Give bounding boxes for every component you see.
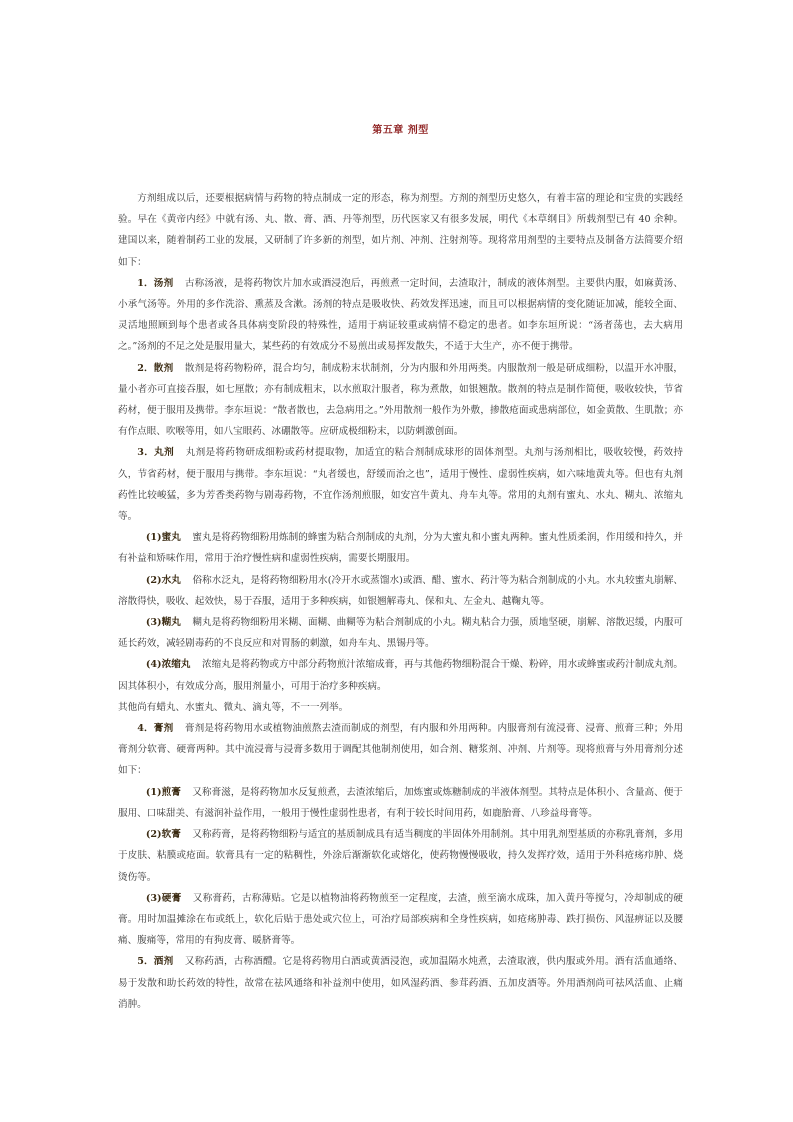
pill-type-concentrated — [118, 654, 683, 696]
subsection-text: 又称药膏，是将药物细粉与适宜的基质制成具有适当稠度的半固体外用制剂。其中用乳剂型基质的亦称乳膏剂，多用于皮肤、粘膜或疮面。软膏具有一定的粘稠性，外涂后渐渐软化或熔化，使药物慢慢吸收，持久发挥疗效，适用于外科疮疡疖肿、烧烫伤等。 — [118, 829, 683, 883]
paste-type-decocted — [118, 782, 683, 824]
subsection-text: 浓缩丸是将药物或方中部分药物煎汁浓缩成膏，再与其他药物细粉混合干燥、粉碎，用水或蜂蜜或药汁制成丸剂。因其体积小，有效成分高，服用剂量小，可用于治疗多种疾病。 — [118, 659, 684, 692]
pill-type-honey — [118, 527, 683, 569]
subsection-text: 又称膏药，古称薄贴。它是以植物油将药物煎至一定程度，去渣，煎至滴水成珠，加入黄丹等搅匀，冷却制成的硬膏。用时加温摊涂在布或纸上，软化后贴于患处或穴位上，可治疗局部疾病和全身性疾病，如疮疡肿毒、跌打损伤、风湿痹证以及腰痛、腹痛等，常用的有狗皮膏、暖脐膏等。 — [118, 892, 683, 947]
section-term: 5．酒剂 — [137, 956, 174, 968]
section-decoction — [118, 273, 683, 358]
section-text: 古称汤液，是将药物饮片加水或酒浸泡后，再煎煮一定时间，去渣取汁，制成的液体剂型。主要供内服，如麻黄汤、小承气汤等。外用的多作洗浴、熏蒸及含漱。汤剂的特点是吸收快、药效发挥迅速，而且可以根据病情的变化随证加减，能较全面、灵活地照顾到每个患者或各具体病变阶段的特殊性，适用于病证较重或病情不稳定的患者。如李东垣所说：“汤者荡也，去大病用之。”汤剂的不足之处是服用量大，某些药的有效成分不易煎出或易挥发散失，不适于大生产，亦不便于携带。 — [118, 277, 683, 353]
subsection-text: 蜜丸是将药物细粉用炼制的蜂蜜为粘合剂制成的丸剂，分为大蜜丸和小蜜丸两种。蜜丸性质柔润，作用缓和持久，并有补益和矫味作用，常用于治疗慢性病和虚弱性疾病，需要长期服用。 — [118, 532, 683, 565]
section-term: 4．膏剂 — [137, 723, 174, 735]
section-text: 丸剂是将药物研成细粉或药材提取物，加适宜的粘合剂制成球形的固体剂型。丸剂与汤剂相比，吸收较慢，药效持久，节省药材，便于服用与携带。李东垣说：“丸者缓也，舒缓而治之也”，适用于慢性、虚弱性疾病，如六味地黄丸等。但也有丸剂药性比较峻猛，多为芳香类药物与剧毒药物，不宜作汤剂煎服，如安宫牛黄丸、舟车丸等。常用的丸剂有蜜丸、水丸、糊丸、浓缩丸等。 — [118, 447, 683, 523]
subsection-term: (4)浓缩丸 — [145, 659, 191, 671]
subsection-term: (1)蜜丸 — [145, 532, 181, 544]
section-term: 2．散剂 — [137, 362, 174, 374]
section-term: 3．丸剂 — [137, 447, 175, 459]
subsection-text: 糊丸是将药物细粉用米糊、面糊、曲糊等为粘合剂制成的小丸。糊丸粘合力强，质地坚硬，崩解、溶散迟缓，内服可延长药效，减轻剧毒药的不良反应和对胃肠的刺激，如舟车丸、黑锡丹等。 — [118, 617, 683, 650]
subsection-text: 又称膏滋，是将药物加水反复煎煮，去渣浓缩后，加炼蜜或炼糖制成的半液体剂型。其特点是体积小、含量高、便于服用、口味甜美、有滋润补益作用，一般用于慢性虚弱性患者，有利于较长时间用药，如鹿胎膏、八珍益母膏等。 — [118, 786, 683, 819]
section-wine — [118, 951, 683, 1015]
pill-type-paste — [118, 612, 683, 654]
subsection-text: 俗称水泛丸，是将药物细粉用水(冷开水或蒸馏水)或酒、醋、蜜水、药汁等为粘合剂制成的小丸。水丸较蜜丸崩解、溶散得快，吸收、起效快，易于吞服，适用于多种疾病，如银翘解毒丸、保和丸、左金丸、越鞠丸等。 — [118, 574, 683, 607]
section-powder — [118, 358, 683, 443]
subsection-term: (3)硬膏 — [145, 892, 182, 904]
other-pills-line: 其他尚有蜡丸、水蜜丸、微丸、滴丸等，不一一列举。 — [118, 701, 349, 713]
document-body — [118, 188, 683, 1015]
subsection-term: (2)软膏 — [145, 829, 181, 841]
section-pill — [118, 442, 683, 527]
pill-type-water — [118, 570, 683, 612]
subsection-term: (2)水丸 — [145, 574, 181, 586]
section-text: 膏剂是将药物用水或植物油煎熬去渣而制成的剂型，有内服和外用两种。内服膏剂有流浸膏、浸膏、煎膏三种；外用膏剂分软膏、硬膏两种。其中流浸膏与浸膏多数用于调配其他制剂使用，如合剂、糖浆剂、冲剂、片剂等。现将煎膏与外用膏剂分述如下： — [118, 723, 683, 777]
subsection-term: (3)糊丸 — [145, 617, 181, 629]
section-term: 1．汤剂 — [137, 277, 174, 289]
section-ointment — [118, 718, 683, 782]
section-text: 散剂是将药物粉碎，混合均匀，制成粉末状制剂，分为内服和外用两类。内服散剂一般是研成细粉，以温开水冲服，量小者亦可直接吞服，如七厘散；亦有制成粗末，以水煎取汁服者，称为煮散，如银翘散。散剂的特点是制作简便，吸收较快，节省药材，便于服用及携带。李东垣说：“散者散也，去急病用之。”外用散剂一般作为外敷，掺散疮面或患病部位，如金黄散、生肌散；亦有作点眼、吹喉等用，如八宝眼药、冰硼散等。应研成极细粉末，以防刺激创面。 — [118, 362, 683, 438]
section-text: 又称药酒，古称酒醴。它是将药物用白酒或黄酒浸泡，或加温隔水炖煮，去渣取液，供内服或外用。酒有活血通络、易于发散和助长药效的特性，故常在祛风通络和补益剂中使用，如风湿药酒、参茸药酒、五加皮酒等。外用酒剂尚可祛风活血、止痛消肿。 — [118, 956, 683, 1010]
paste-type-hard — [118, 888, 683, 952]
subsection-term: (1)煎膏 — [145, 786, 181, 798]
chapter-title: 第五章 剂型 — [372, 125, 429, 136]
paste-type-soft — [118, 824, 683, 888]
intro-paragraph: 方剂组成以后，还要根据病情与药物的特点制成一定的形态，称为剂型。方剂的剂型历史悠久，有着丰富的理论和宝贵的实践经验。早在《黄帝内经》中就有汤、丸、散、膏、酒、丹等剂型，历代医家又有很多发展，明代《本草纲目》所载剂型已有 40 余种。建国以来，随着制药工业的发展，又研制了许多新的剂型，如片剂、冲剂、注射剂等。现将常用剂型的主要特点及制备方法简要介绍如下： — [118, 193, 683, 268]
